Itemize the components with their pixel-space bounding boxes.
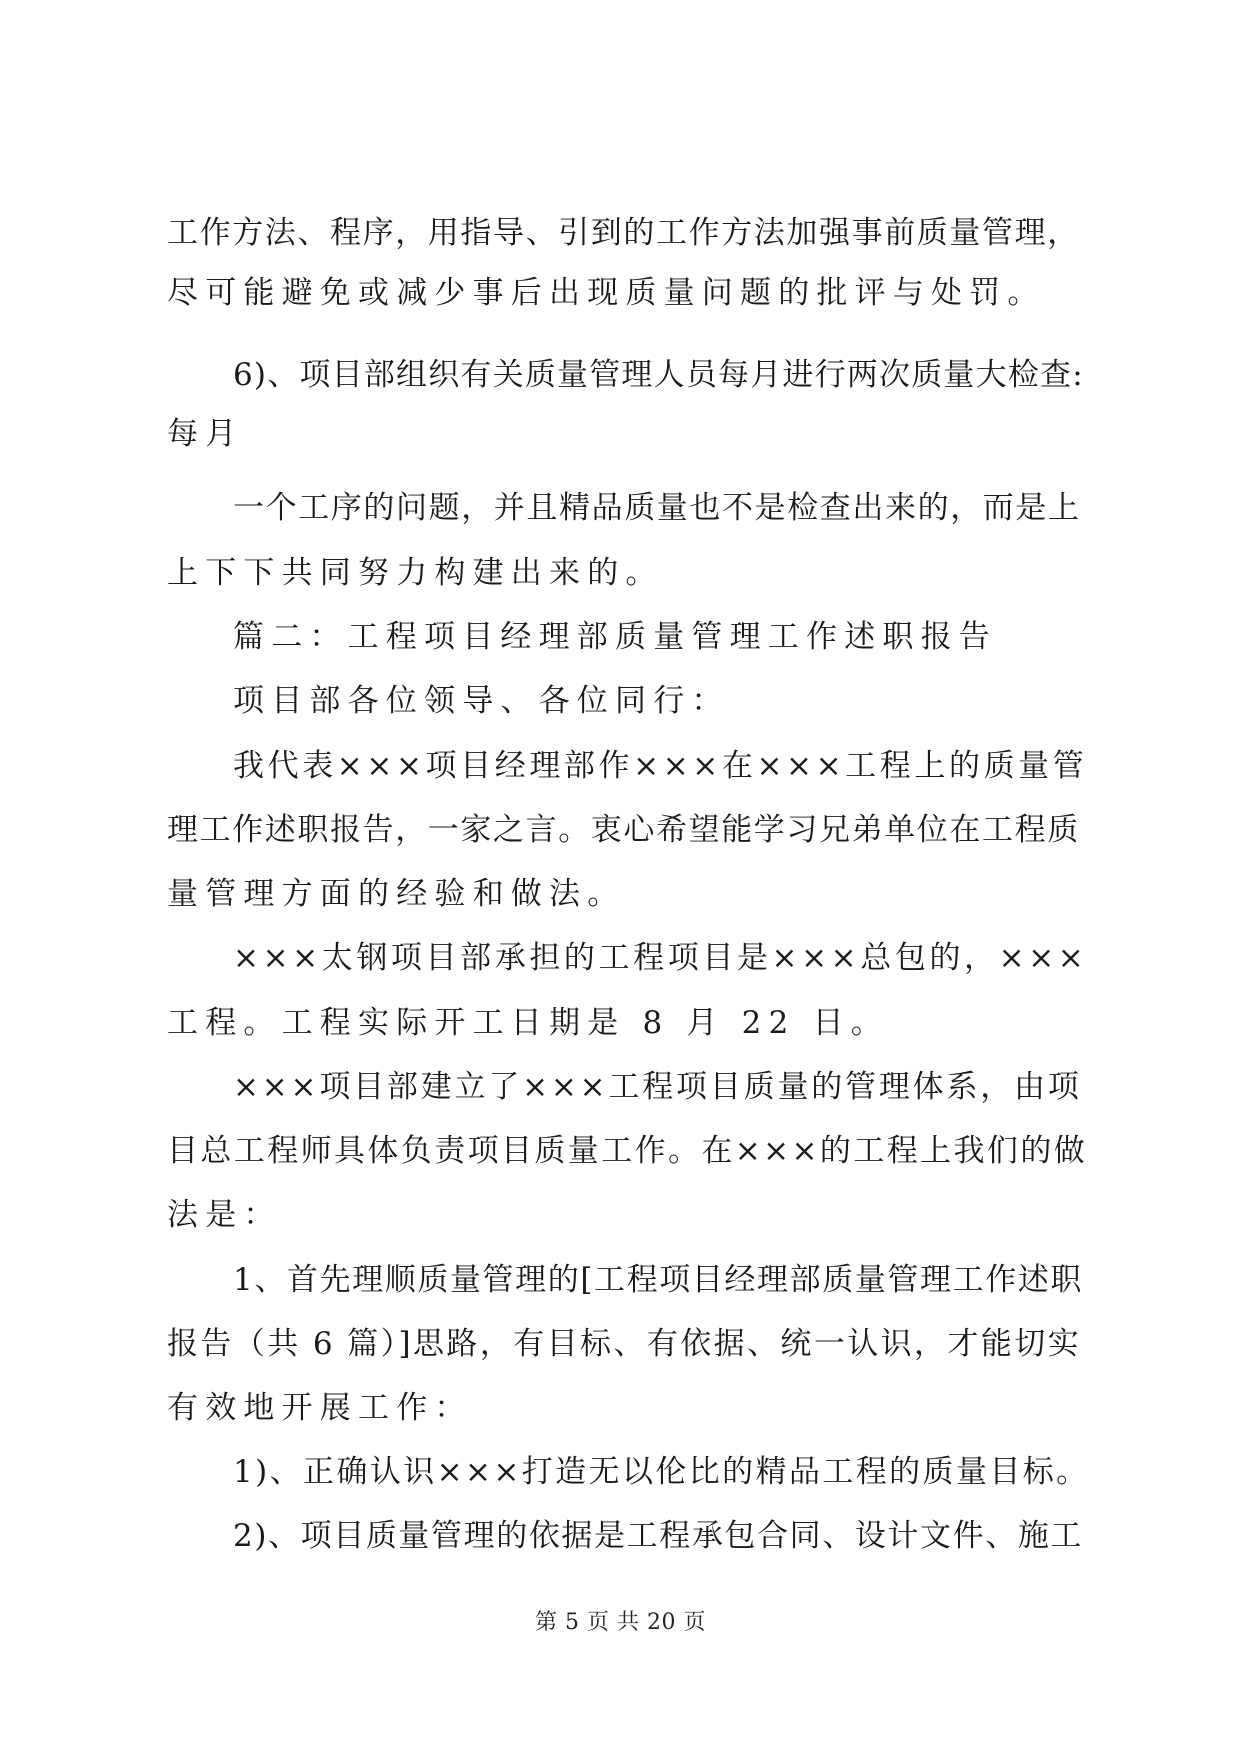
text-line: ×××项目部建立了×××工程项目质量的管理体系，由项 (233, 1069, 1082, 1105)
text-line: 工作方法、程序，用指导、引到的工作方法加强事前质量管理， (167, 215, 1080, 251)
text-line: 一个工序的问题，并且精品质量也不是检查出来的，而是上 (233, 490, 1081, 526)
section-heading: 篇二：工程项目经理部质量管理工作述职报告 (233, 619, 997, 655)
text-line: 每月 (167, 416, 244, 452)
text-line: ×××太钢项目部承担的工程项目是×××总包的，××× (233, 940, 1088, 976)
text-line: 6)、项目部组织有关质量管理人员每月进行两次质量大检查: (233, 357, 1084, 393)
text-line: 上下下共同努力构建出来的。 (167, 555, 664, 591)
text-line: 法是： (167, 1197, 282, 1233)
text-line: 1)、正确认识×××打造无以伦比的精品工程的质量目标。 (233, 1454, 1090, 1490)
text-line: 我代表×××项目经理部作×××在×××工程上的质量管 (233, 748, 1088, 784)
text-line: 理工作述职报告，一家之言。衷心希望能学习兄弟单位在工程质 (167, 812, 1080, 848)
text-line: 量管理方面的经验和做法。 (167, 876, 626, 912)
text-line: 目总工程师具体负责项目质量工作。在×××的工程上我们的做 (167, 1133, 1088, 1169)
text-line: 1、首先理顺质量管理的[工程项目经理部质量管理工作述职 (233, 1262, 1084, 1298)
salutation: 项目部各位领导、各位同行： (233, 683, 730, 719)
text-line: 报告（共 6 篇）]思路，有目标、有依据、统一认识，才能切实 (167, 1326, 1082, 1362)
text-line: 工程。工程实际开工日期是 8 月 22 日。 (167, 1005, 889, 1041)
text-line: 有效地开展工作： (167, 1390, 473, 1426)
text-line: 尽可能避免或减少事后出现质量问题的批评与处罚。 (167, 275, 1046, 311)
text-line: 2)、项目质量管理的依据是工程承包合同、设计文件、施工 (233, 1518, 1084, 1554)
page-number-footer: 第 5 页 共 20 页 (535, 1610, 706, 1635)
